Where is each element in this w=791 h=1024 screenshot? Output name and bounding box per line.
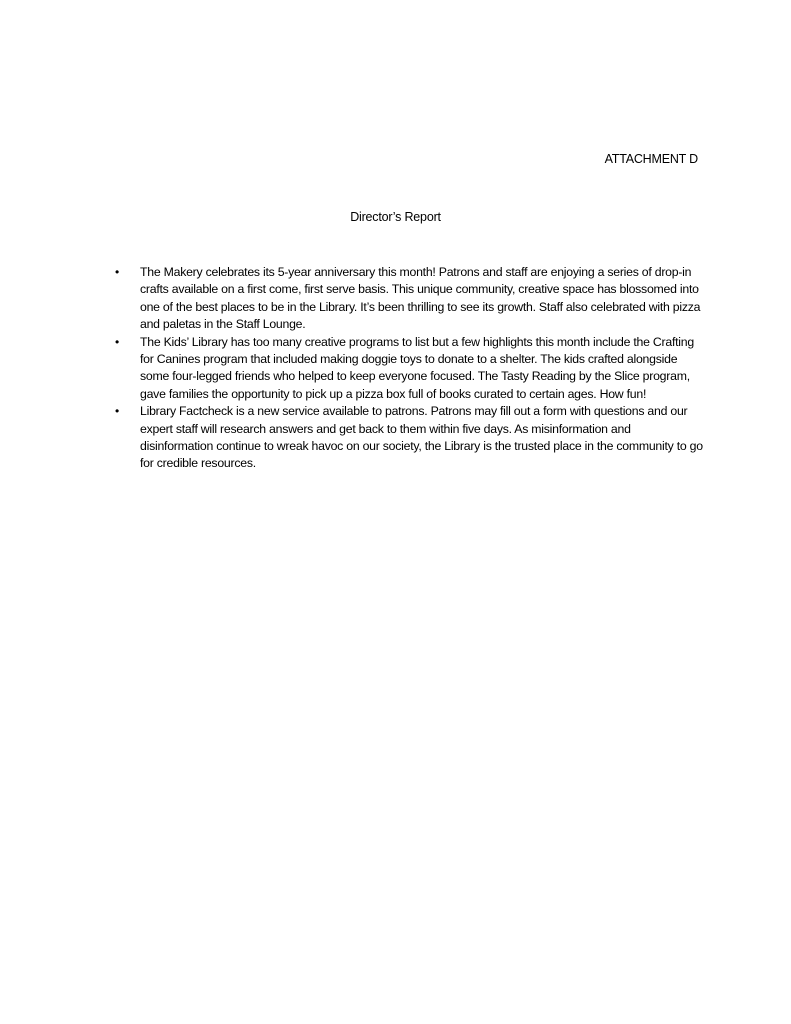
bullet-icon: • xyxy=(115,334,119,349)
attachment-label: ATTACHMENT D xyxy=(604,152,698,166)
report-title: Director’s Report xyxy=(350,210,441,224)
list-item xyxy=(115,403,705,473)
list-item-text: Library Factcheck is a new service available to patrons. Patrons may fill out a form with questions and our expert staff will research answers and get back to them within five days. As misinformation and disinformation continue to wreak havoc on our society, the Library is the trusted place in the community to go for credible resources. xyxy=(140,404,703,471)
list-item-text: The Kids’ Library has too many creative programs to list but a few highlights this month include the Crafting for Canines program that included making doggie toys to donate to a shelter. The kids crafted alongside some four-legged friends who helped to keep everyone focused. The Tasty Reading by the Slice program, gave families the opportunity to pick up a pizza box full of books curated to certain ages. How fun! xyxy=(140,334,694,401)
list-item xyxy=(115,264,705,334)
list-item-text: The Makery celebrates its 5-year anniversary this month! Patrons and staff are enjoying a series of drop-in crafts available on a first come, first serve basis. This unique community, creative space has blossomed into one of the best places to be in the Library. It’s been thrilling to see its growth. Staff also celebrated with pizza and paletas in the Staff Lounge. xyxy=(140,265,701,332)
bullet-icon: • xyxy=(115,404,119,419)
list-item xyxy=(115,334,705,404)
bullet-list xyxy=(115,264,705,473)
bullet-icon: • xyxy=(115,265,119,279)
